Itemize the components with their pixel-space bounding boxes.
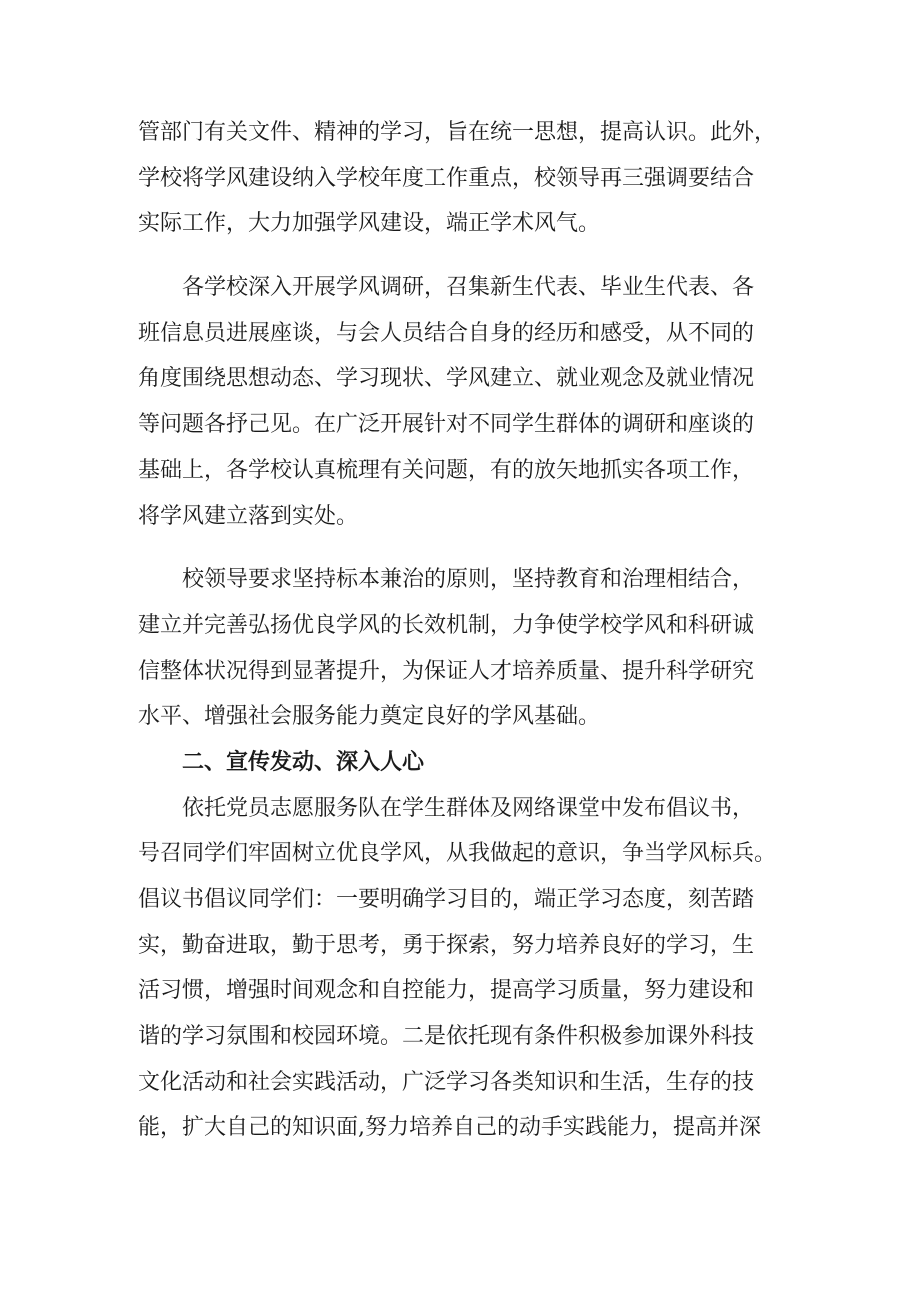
paragraph-1	[138, 110, 793, 247]
paragraph-3	[138, 557, 793, 740]
text-line: 活习惯，增强时间观念和自控能力，提高学习质量，努力建设和	[138, 978, 755, 1004]
text-line: 水平、增强社会服务能力奠定良好的学风基础。	[138, 704, 601, 730]
text-line: 班信息员进展座谈，与会人员结合自身的经历和感受，从不同的	[138, 320, 755, 346]
text-line: 能，扩大自己的知识面,努力培养自己的动手实践能力，提高并深	[138, 1115, 761, 1141]
text-line: 角度围绕思想动态、学习现状、学风建立、就业观念及就业情况	[138, 366, 755, 392]
text-line: 实，勤奋进取，勤于思考，勇于探索，努力培养良好的学习，生	[138, 932, 755, 958]
text-line: 等问题各抒己见。在广泛开展针对不同学生群体的调研和座谈的	[138, 412, 755, 438]
text-line: 谐的学习氛围和校园环境。二是依托现有条件积极参加课外科技	[138, 1024, 755, 1050]
text-line: 文化活动和社会实践活动，广泛学习各类知识和生活，生存的技	[138, 1069, 755, 1095]
section-heading	[138, 740, 793, 786]
text-line: 号召同学们牢固树立优良学风，从我做起的意识，争当学风标兵。	[138, 841, 777, 867]
text-line: 基础上，各学校认真梳理有关问题，有的放矢地抓实各项工作，	[138, 457, 755, 483]
text-line: 实际工作，大力加强学风建设，端正学术风气。	[138, 211, 601, 237]
text-line: 管部门有关文件、精神的学习，旨在统一思想，提高认识。此外，	[138, 120, 777, 145]
text-line: 依托党员志愿服务队在学生群体及网络课堂中发布倡议书，	[182, 795, 755, 821]
paragraph-gap	[138, 247, 793, 265]
text-line: 信整体状况得到显著提升，为保证人才培养质量、提升科学研究	[138, 658, 755, 684]
text-line: 各学校深入开展学风调研，召集新生代表、毕业生代表、各	[182, 275, 755, 301]
text-line: 倡议书倡议同学们：一要明确学习目的，端正学习态度，刻苦踏	[138, 887, 755, 912]
paragraph-2	[138, 265, 793, 539]
section-heading-text: 二、宣传发动、深入人心	[182, 749, 425, 775]
text-line: 将学风建立落到实处。	[138, 503, 359, 529]
document-body	[138, 110, 793, 1151]
paragraph-gap	[138, 539, 793, 557]
text-line: 校领导要求坚持标本兼治的原则，坚持教育和治理相结合，	[182, 567, 755, 593]
text-line: 学校将学风建设纳入学校年度工作重点，校领导再三强调要结合	[138, 165, 755, 191]
paragraph-4	[138, 786, 793, 1152]
text-line: 建立并完善弘扬优良学风的长效机制，力争使学校学风和科研诚	[138, 612, 755, 638]
